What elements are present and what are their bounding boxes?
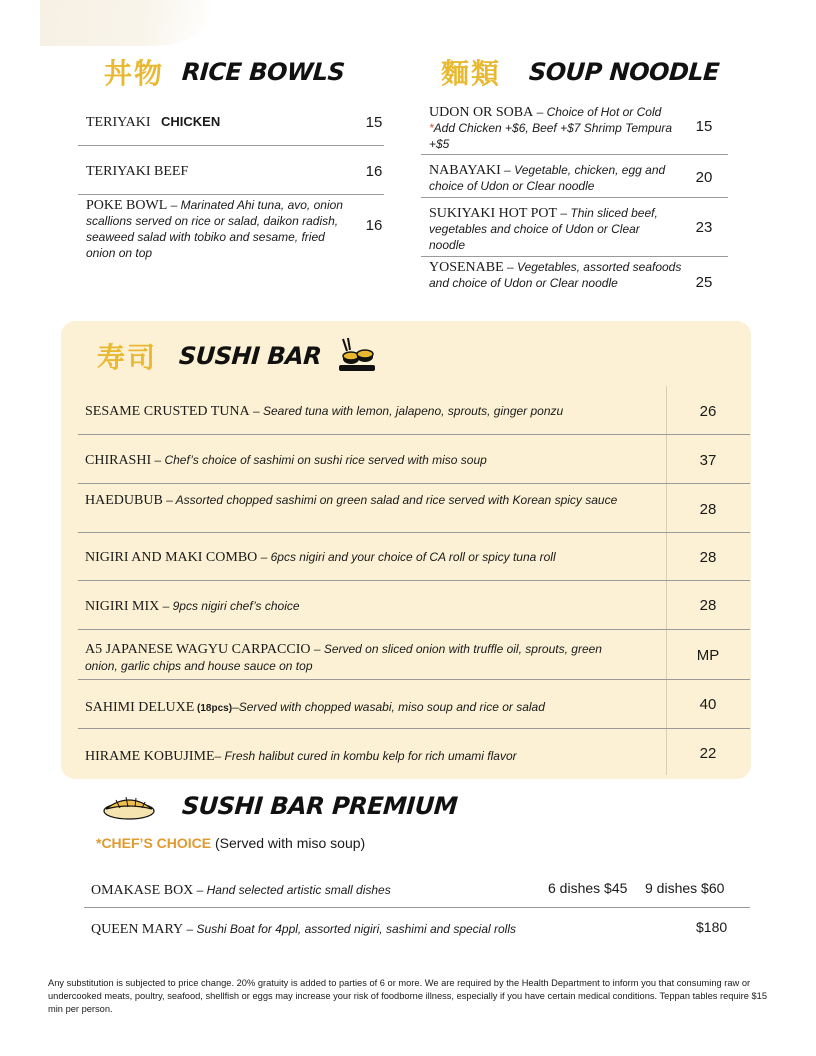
menu-item: SESAME CRUSTED TUNA – Seared tuna with lemon, jalapeno, sprouts, ginger ponzu 26 bbox=[78, 386, 750, 435]
menu-item: TERIYAKI CHICKEN 15 bbox=[78, 100, 384, 146]
rice-bowls-title: RICE BOWLS bbox=[181, 58, 346, 86]
sushi-bar-cjk: 寿司 bbox=[97, 341, 158, 374]
premium-header bbox=[102, 791, 457, 821]
menu-item: NABAYAKI – Vegetable, chicken, egg and choice of Udon or Clear noodle 20 bbox=[421, 155, 728, 198]
sushi-plate-icon bbox=[337, 337, 377, 375]
item-price: 25 bbox=[695, 274, 713, 291]
menu-item: CHIRASHI – Chef’s choice of sashimi on sushi rice served with miso soup 37 bbox=[78, 435, 750, 484]
item-price: MP bbox=[696, 647, 720, 664]
soup-noodle-title: SOUP NOODLE bbox=[528, 58, 721, 86]
menu-item: HAEDUBUB – Assorted chopped sashimi on green salad and rice served with Korean spicy sauce 28 bbox=[78, 484, 750, 533]
item-price: $180 bbox=[696, 919, 728, 935]
footer-disclaimer: Any substitution is subjected to price change. 20% gratuity is added to parties of 6 or more. We are required by the Health Department to inform you that consuming raw or undercooked meats, poultry, seafood, shellfish or eggs may increase your risk of foodborne illness, especially if you have certain medical conditions. Teppan tables require $15 min per person. bbox=[48, 978, 768, 1014]
soup-noodle-header bbox=[441, 52, 719, 92]
menu-item: QUEEN MARY – Sushi Boat for 4ppl, assorted nigiri, sashimi and special rolls $180 bbox=[91, 919, 728, 937]
item-price: 20 bbox=[695, 169, 713, 186]
menu-item: HIRAME KOBUJIME– Fresh halibut cured in kombu kelp for rich umami flavor 22 bbox=[78, 729, 750, 775]
menu-item: TERIYAKI BEEF 16 bbox=[78, 146, 384, 195]
item-price: 40 bbox=[699, 696, 717, 713]
chef-choice-note: *CHEF’S CHOICE (Served with miso soup) bbox=[96, 835, 366, 851]
item-price: 15 bbox=[365, 114, 383, 131]
premium-title: SUSHI BAR PREMIUM bbox=[181, 792, 459, 820]
item-price: 16 bbox=[365, 163, 383, 180]
menu-item: OMAKASE BOX – Hand selected artistic small dishes 6 dishes $45 9 dishes $60 bbox=[84, 870, 750, 908]
menu-item: SUKIYAKI HOT POT – Thin sliced beef, vegetables and choice of Udon or Clear noodle 23 bbox=[421, 198, 728, 257]
item-price: 6 dishes $45 bbox=[548, 880, 628, 896]
item-price: 28 bbox=[699, 597, 717, 614]
nigiri-icon bbox=[102, 791, 156, 821]
menu-item: NIGIRI AND MAKI COMBO – 6pcs nigiri and your choice of CA roll or spicy tuna roll 28 bbox=[78, 533, 750, 581]
item-price: 26 bbox=[699, 403, 717, 420]
menu-item: SAHIMI DELUXE (18pcs)–Served with chopped wasabi, miso soup and rice or salad 40 bbox=[78, 680, 750, 729]
item-price: 22 bbox=[699, 745, 717, 762]
sushi-bar-header bbox=[97, 336, 377, 376]
rice-bowls-cjk: 丼物 bbox=[104, 57, 165, 90]
menu-item: A5 JAPANESE WAGYU CARPACCIO – Served on sliced onion with truffle oil, sprouts, green onion, garlic chips and house sauce on top MP bbox=[78, 630, 750, 680]
item-price: 28 bbox=[699, 549, 717, 566]
rice-bowls-header bbox=[104, 52, 345, 92]
item-price: 23 bbox=[695, 219, 713, 236]
menu-item: NIGIRI MIX – 9pcs nigiri chef’s choice 28 bbox=[78, 581, 750, 630]
sushi-bar-title: SUSHI BAR bbox=[178, 342, 323, 370]
menu-item: POKE BOWL – Marinated Ahi tuna, avo, onion scallions served on rice or salad, daikon radish, seaweed salad with tobiko and sesame, fried onion on top 16 bbox=[78, 195, 384, 259]
menu-item: YOSENABE – Vegetables, assorted seafoods and choice of Udon or Clear noodle 25 bbox=[421, 257, 728, 293]
item-price: 16 bbox=[365, 217, 383, 234]
soup-noodle-cjk: 麵類 bbox=[441, 57, 502, 90]
item-price: 15 bbox=[695, 118, 713, 135]
brush-stroke-decoration bbox=[40, 0, 210, 46]
item-price: 28 bbox=[699, 501, 717, 518]
item-price: 37 bbox=[699, 452, 717, 469]
menu-item: UDON OR SOBA – Choice of Hot or Cold *Add Chicken +$6, Beef +$7 Shrimp Tempura +$5 15 bbox=[421, 104, 728, 155]
item-price: 9 dishes $60 bbox=[645, 880, 725, 896]
